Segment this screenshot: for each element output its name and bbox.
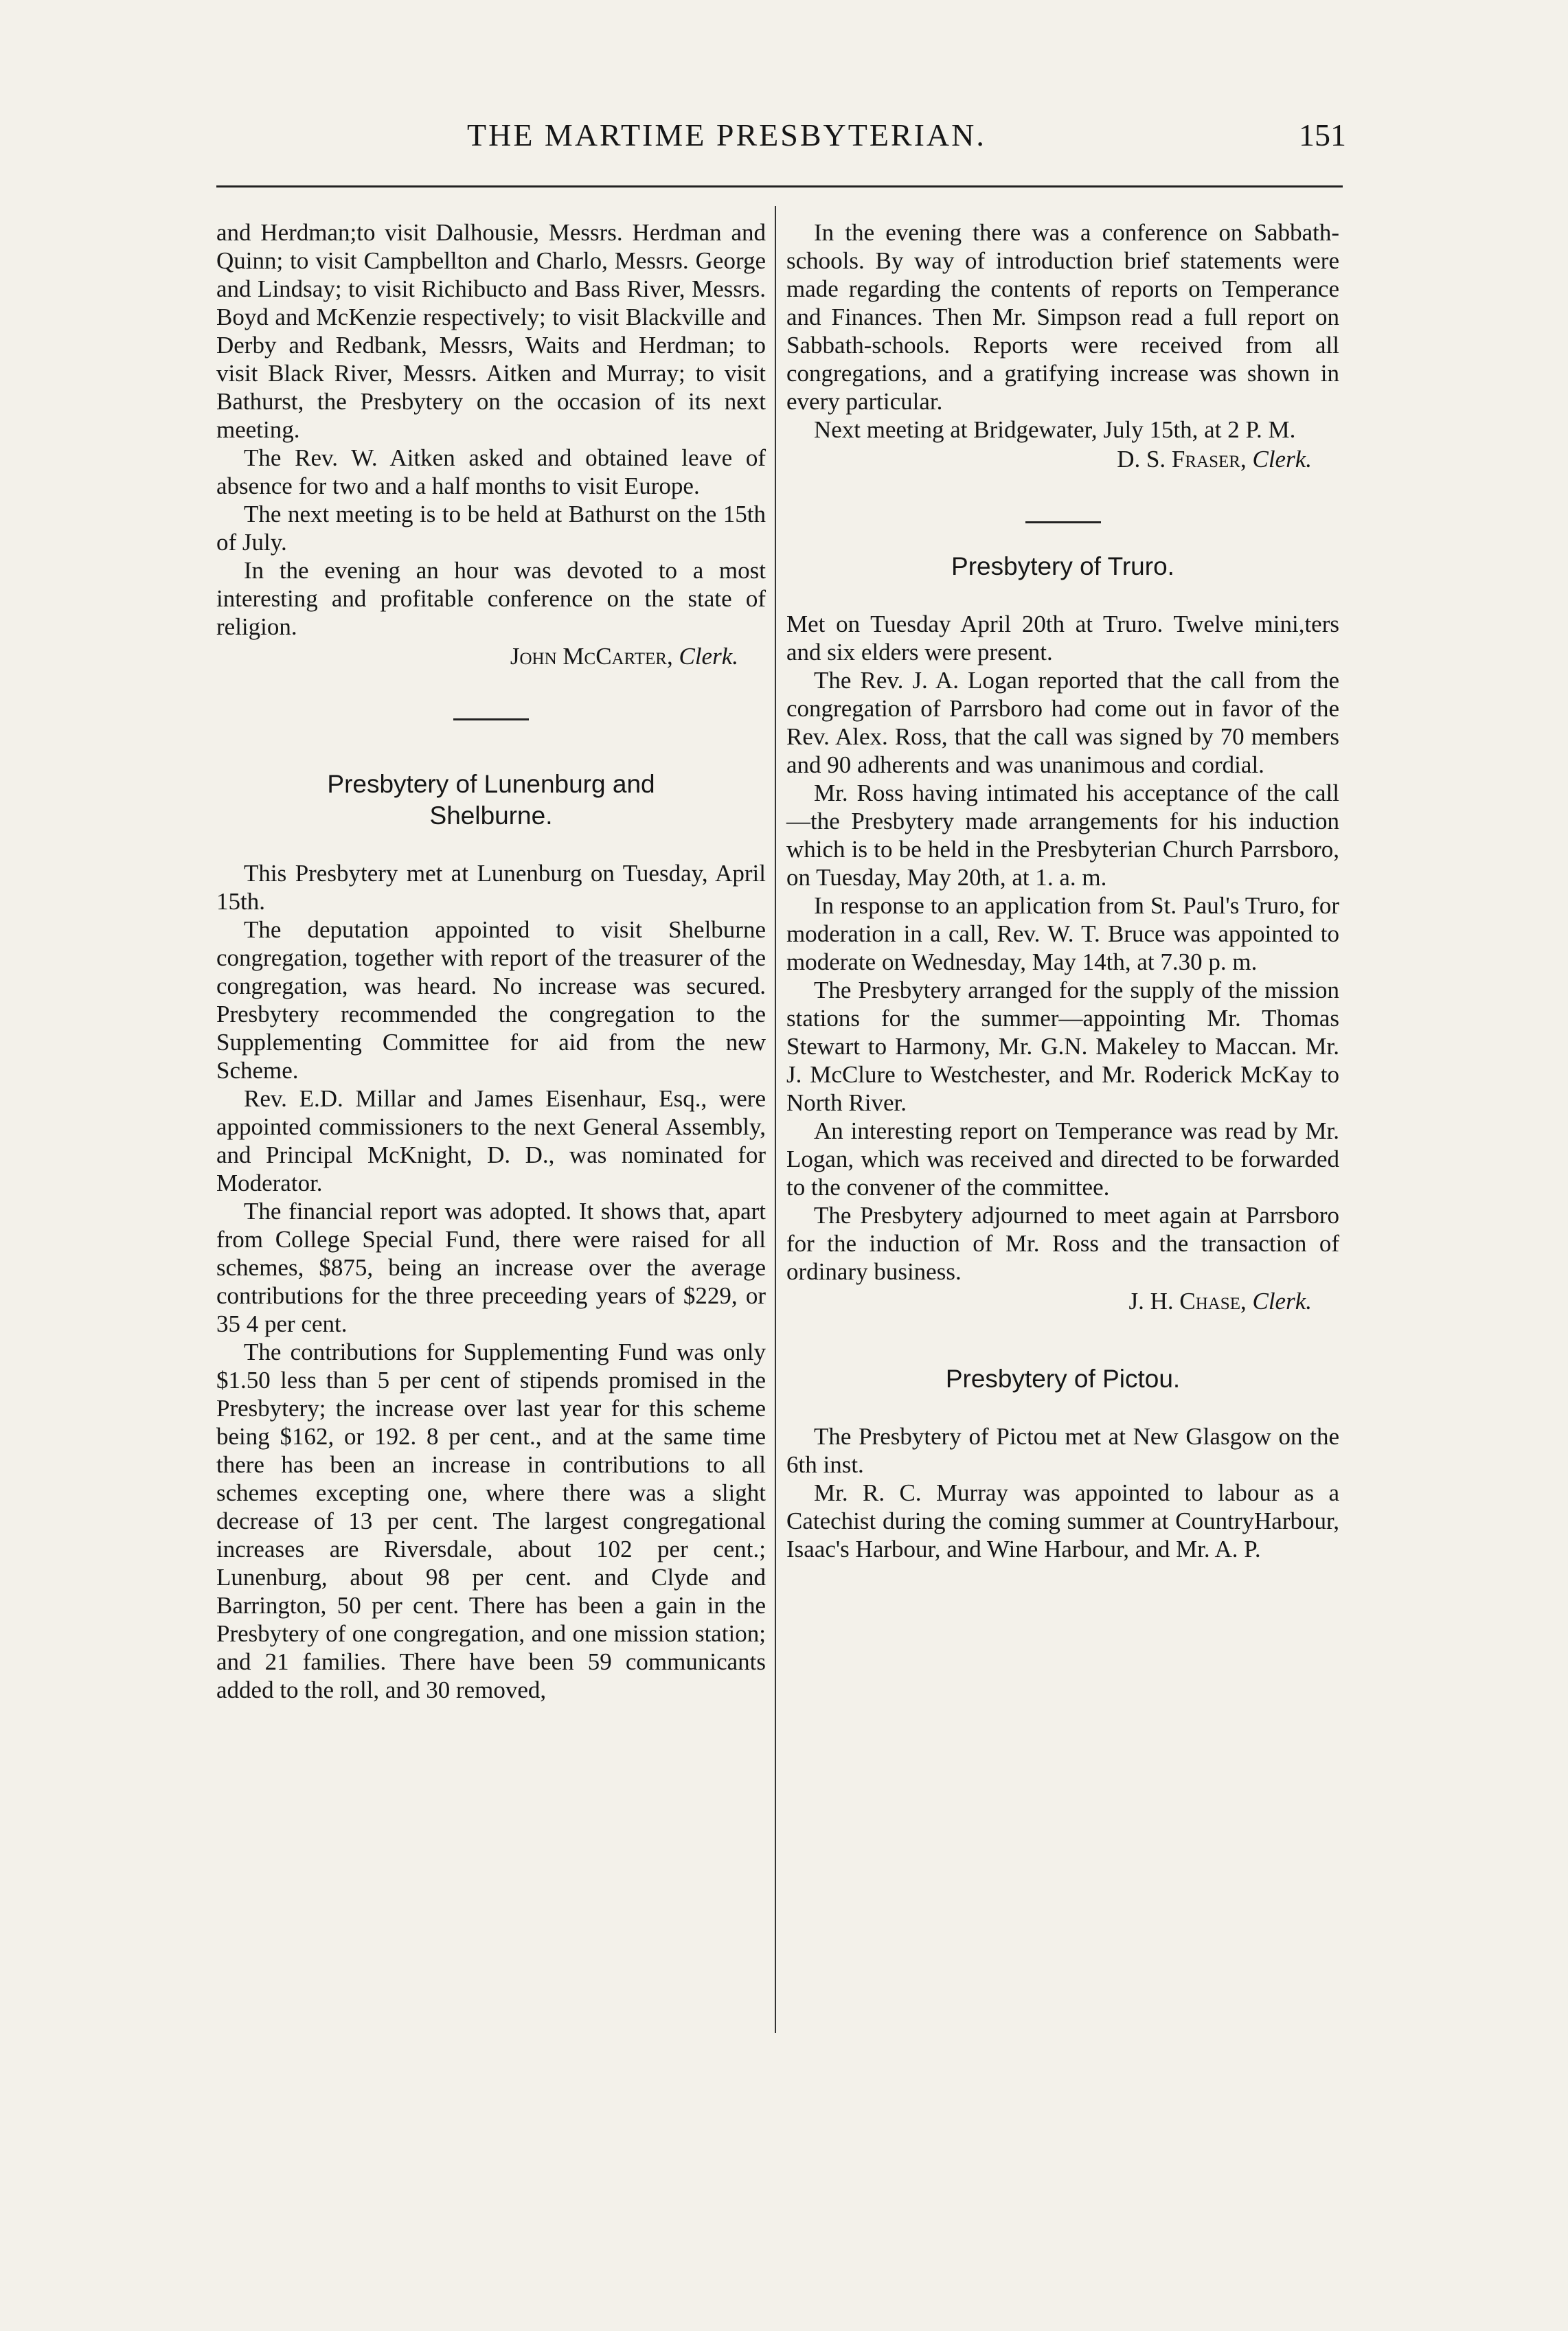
opening-paragraph: and Herdman;to visit Dalhousie, Messrs. Herdman and Quinn; to visit Campbellton and Charlo, Messrs. George and Lindsay; to visit Richibucto and Bass River, Messrs. Boyd and McKenzie respectively; to visit Blackville and Derby and Redbank, Messrs, Waits and Herdman; to visit Black River, Messrs. Aitken and Murray; to visit Bathurst, the Presbytery on the occasion of its next meeting. <box>216 219 766 443</box>
column-divider <box>775 206 776 2033</box>
truro-paragraph: Met on Tuesday April 20th at Truro. Twelve mini,ters and six elders were present. <box>786 611 1339 666</box>
signature-mccarter <box>216 642 766 670</box>
truro-paragraph: The Rev. J. A. Logan reported that the call from the congregation of Parrsboro had come out in favor of the Rev. Alex. Ross, that the call was signed by 70 members and 90 adherents and was unanimous and cordial. <box>786 667 1339 778</box>
page-header <box>206 117 1346 165</box>
sabbath-school-paragraph: In the evening there was a conference on Sabbath-schools. By way of introduction brief statements were made regarding the contents of reports on Temperance and Finances. Then Mr. Simpson read a full report on Sabbath-schools. Reports were received from all congregations, and a gratifying increase was shown in every particular. <box>786 219 1339 415</box>
signature-role: Clerk. <box>1252 1288 1312 1315</box>
signature-fraser <box>786 445 1339 473</box>
lunenburg-paragraph: This Presbytery met at Lunenburg on Tuesday, April 15th. <box>216 860 766 915</box>
signature-name: J. H. Chase, <box>1128 1288 1247 1315</box>
header-rule <box>216 185 1343 187</box>
lunenburg-paragraph: The financial report was adopted. It shows that, apart from College Special Fund, there were raised for all schemes, $875, being an increase over the average contributions for the three preceeding years of $229, or 35 4 per cent. <box>216 1198 766 1337</box>
truro-paragraph: An interesting report on Temperance was read by Mr. Logan, which was received and directed to be forwarded to the convener of the committee. <box>786 1117 1339 1201</box>
pictou-paragraph: Mr. R. C. Murray was appointed to labour as a Catechist during the coming summer at CountryHarbour, Isaac's Harbour, and Wine Harbour, and Mr. A. P. <box>786 1479 1339 1562</box>
left-column <box>216 218 766 1704</box>
signature-name: D. S. Fraser, <box>1117 446 1247 473</box>
pictou-heading: Presbytery of Pictou. <box>945 1365 1181 1393</box>
truro-paragraph: The Presbytery adjourned to meet again at Parrsboro for the induction of Mr. Ross and the transaction of ordinary business. <box>786 1202 1339 1285</box>
truro-paragraph: In response to an application from St. Paul's Truro, for moderation in a call, Rev. W. T. Bruce was appointed to moderate on Wednesday, May 14th, at 7.30 p. m. <box>786 892 1339 975</box>
truro-heading: Presbytery of Truro. <box>951 552 1174 580</box>
next-meeting-paragraph: The next meeting is to be held at Bathurst on the 15th of July. <box>216 501 766 556</box>
right-column <box>786 218 1339 1563</box>
signature-name: John McCarter, <box>510 643 673 670</box>
evening-conference-paragraph: In the evening an hour was devoted to a most interesting and profitable conference on the state of religion. <box>216 557 766 640</box>
lunenburg-heading: Presbytery of Lunenburg and Shelburne. <box>327 770 655 830</box>
lunenburg-paragraph: Rev. E.D. Millar and James Eisenhaur, Esq., were appointed commissioners to the next General Assembly, and Principal McKnight, D. D., was nominated for Moderator. <box>216 1085 766 1196</box>
page-number: 151 <box>1299 117 1346 152</box>
next-meeting-paragraph: Next meeting at Bridgewater, July 15th, at 2 P. M. <box>814 416 1296 443</box>
signature-role: Clerk. <box>679 643 738 670</box>
lunenburg-paragraph: The deputation appointed to visit Shelburne congregation, together with report of the treasurer of the congregation, was heard. No increase was secured. Presbytery recommended the congregation to the Supplementing Committee for aid from the new Scheme. <box>216 916 766 1084</box>
pictou-paragraph: The Presbytery of Pictou met at New Glasgow on the 6th inst. <box>786 1423 1339 1478</box>
signature-chase <box>786 1287 1339 1315</box>
truro-paragraph: Mr. Ross having intimated his acceptance of the call—the Presbytery made arrangements for his induction which is to be held in the Presbyterian Church Parrsboro, on Tuesday, May 20th, at 1. a. m. <box>786 780 1339 891</box>
lunenburg-paragraph: The contributions for Supplementing Fund was only $1.50 less than 5 per cent of stipends promised in the Presbytery; the increase over last year for this scheme being $162, or 192. 8 per cent., and at the same time there has been an increase in contributions to all schemes excepting one, where there was a slight decrease of 13 per cent. The largest congregational increases are Riversdale, about 102 per cent.; Lunenburg, about 98 per cent. and Clyde and Barrington, 50 per cent. There has been a gain in the Presbytery of one congregation, and one mission station; and 21 families. There have been 59 communicants added to the roll, and 30 removed, <box>216 1339 766 1703</box>
running-title: THE MARTIME PRESBYTERIAN. <box>467 117 986 152</box>
signature-role: Clerk. <box>1252 446 1312 473</box>
truro-paragraph: The Presbytery arranged for the supply of the mission stations for the summer—appointing Mr. Thomas Stewart to Harmony, Mr. G.N. Makeley to Maccan. Mr. J. McClure to Westchester, and Mr. Roderick McKay to North River. <box>786 977 1339 1116</box>
aitken-leave-paragraph: The Rev. W. Aitken asked and obtained leave of absence for two and a half months to visit Europe. <box>216 444 766 499</box>
